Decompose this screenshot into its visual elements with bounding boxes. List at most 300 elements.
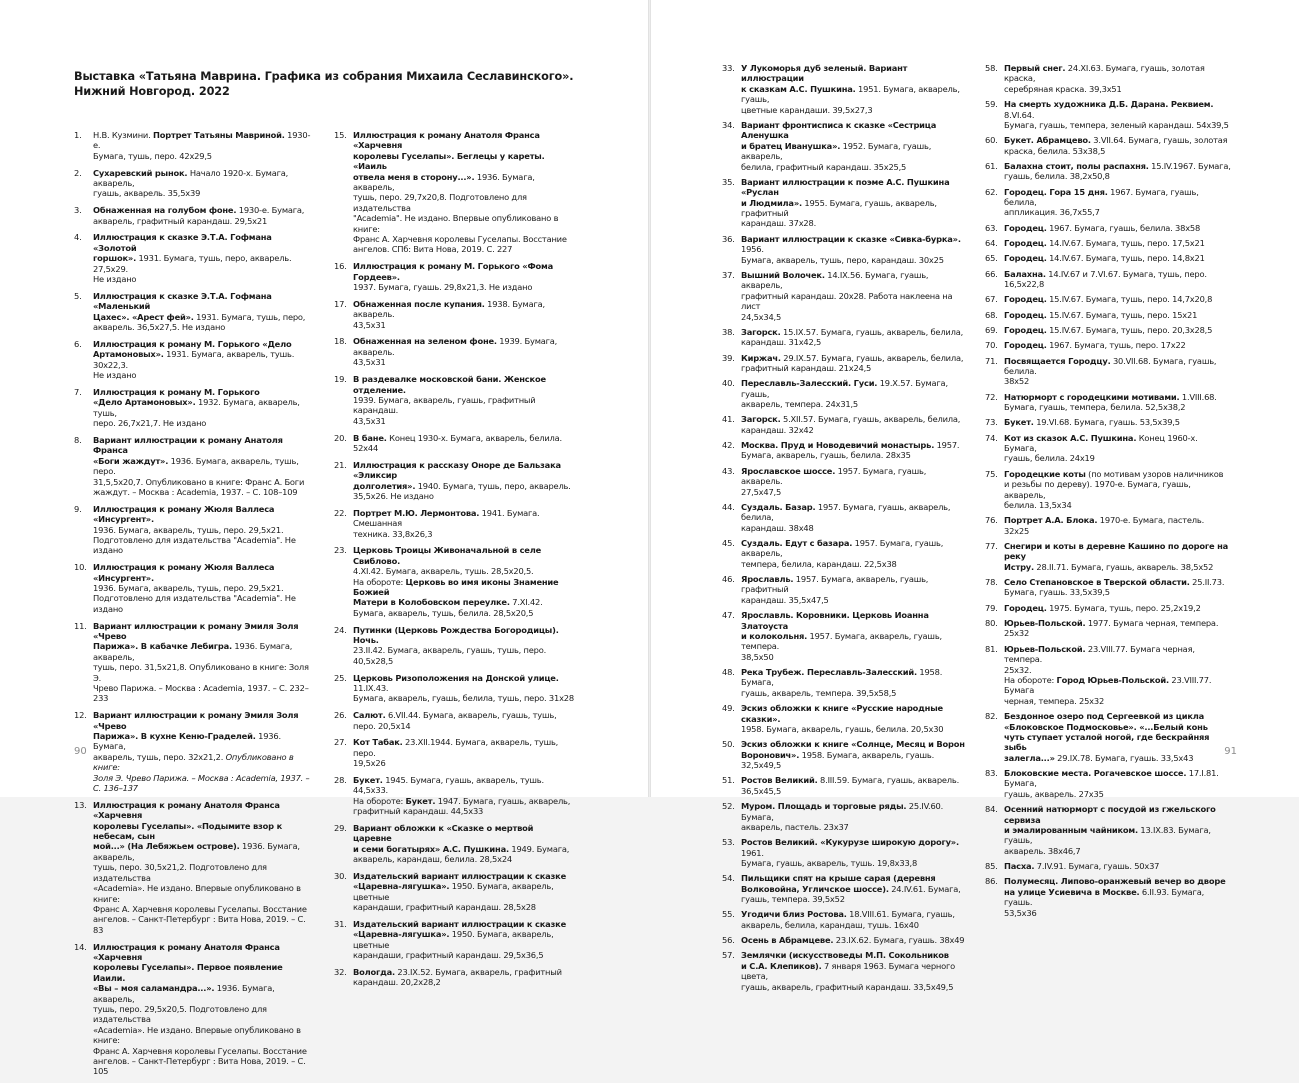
catalog-entry xyxy=(722,327,966,348)
entry-number: 11. xyxy=(74,620,87,631)
entry-text: 27,5x47,5 xyxy=(741,486,782,497)
entry-text: 24,5x34,5 xyxy=(741,311,782,322)
entry-text: 23.XII.1944. Бумага, акварель, тушь, перо. xyxy=(353,737,559,758)
entry-text: 1957. Бумага, акварель, гуашь, темпера. xyxy=(741,630,942,652)
entry-number: 27. xyxy=(334,737,347,748)
entry-text: ангелов. – Санкт-Петербург : Вита Нова, 2019. – С. 83 xyxy=(93,914,306,935)
entry-text: 14.IV.67. Бумага, тушь, перо. 14,8x21 xyxy=(1046,253,1205,264)
entry-number: 84. xyxy=(985,804,998,815)
header-title: Выставка «Татьяна Маврина. Графика из собрания Михаила Сеславинского». xyxy=(74,70,574,83)
entry-text: гуашь, белила. 24x19 xyxy=(1004,453,1095,464)
entry-number: 79. xyxy=(985,602,998,613)
entry-title: Переславль-Залесский. Гуси. xyxy=(741,378,878,389)
entry-number: 8. xyxy=(74,434,82,445)
entry-number: 55. xyxy=(722,909,735,920)
entry-text: 23.VIII.77. Бумага черная, темпера. xyxy=(1004,643,1195,665)
entry-text: 1936. Бумага, акварель, xyxy=(93,841,300,862)
entry-text: цветные карандаши. 39,5x27,3 xyxy=(741,104,873,115)
entry-title: и семи богатырях» А.С. Пушкина. xyxy=(353,843,509,854)
catalog-entry xyxy=(722,502,966,533)
entry-text: 15.IV.67. Бумага, тушь, перо. 14,7x20,8 xyxy=(1046,294,1213,305)
entry-title: Истру. xyxy=(1004,561,1034,572)
entry-number: 60. xyxy=(985,135,998,146)
entry-number: 77. xyxy=(985,540,998,551)
entry-text: 29.IX.78. Бумага, гуашь. 33,5x43 xyxy=(1054,752,1194,763)
entry-text: Бумага, гуашь, акварель, тушь. 19,8x33,8 xyxy=(741,858,918,869)
entry-text: 1958. Бумага, xyxy=(741,667,943,688)
entry-title: Букет. xyxy=(405,795,436,806)
entry-text: "Academia". Не издано. Впервые опубликовано в книге: xyxy=(353,213,559,234)
entry-text: 53,5x36 xyxy=(1004,907,1037,918)
entry-title: и С.А. Клепиков). xyxy=(741,960,822,971)
entry-title: Городец. Гора 15 дня. xyxy=(1004,186,1108,197)
left-page xyxy=(0,0,648,1077)
entry-number: 38. xyxy=(722,326,735,337)
entry-text: акварель, графитный карандаш. 29,5x21 xyxy=(93,215,268,226)
entry-title: У Лукоморья дуб зеленый. Вариант иллюстрации xyxy=(741,63,908,84)
catalog-entry xyxy=(722,466,966,497)
catalog-entry xyxy=(722,63,966,115)
entry-text: 1977. Бумага черная, темпера. 25x32 xyxy=(1004,618,1219,639)
entry-number: 14. xyxy=(74,941,87,952)
entry-title: Артамоновых». xyxy=(93,349,164,360)
entry-number: 1. xyxy=(74,130,82,140)
entry-text: карандаш. 32x42 xyxy=(741,424,814,435)
catalog-entry xyxy=(722,610,966,662)
entry-text: 1936. Бумага, акварель, тушь, перо. 29,5x21. xyxy=(93,582,284,593)
entry-title: Загорск. xyxy=(741,326,781,337)
entry-title: Блоковские места. Рогачевское шоссе. xyxy=(1004,768,1187,779)
catalog-column-1 xyxy=(74,130,312,1083)
entry-number: 5. xyxy=(74,290,82,301)
entry-text: белила, графитный карандаш. 35x25,5 xyxy=(741,161,907,172)
catalog-entry xyxy=(985,310,1231,320)
entry-text: 28.II.71. Бумага, гуашь, акварель. 38,5x52 xyxy=(1033,561,1214,572)
entry-text: ангелов. СПб: Вита Нова, 2019. С. 227 xyxy=(353,244,513,255)
catalog-column-4 xyxy=(985,63,1231,923)
entry-title: Эскиз обложки к книге «Солнце, Месяц и Ворон xyxy=(741,739,965,750)
entry-text: 1957. Бумага, гуашь, акварель, белила, xyxy=(741,501,951,523)
catalog-entry xyxy=(74,942,312,1077)
entry-text: Бумага, акварель, тушь, белила. 28,5x20,5 xyxy=(353,607,534,618)
entry-title: Парижа». В кухне Кеню-Граделей. xyxy=(93,731,256,742)
catalog-entry xyxy=(722,440,966,461)
entry-text: 1961. xyxy=(741,847,764,858)
entry-title: Загорск. xyxy=(741,414,781,425)
catalog-entry xyxy=(74,621,312,704)
entry-number: 69. xyxy=(985,324,998,335)
entry-title: Портрет А.А. Блока. xyxy=(1004,515,1098,526)
entry-text: Бумага, акварель, гуашь, белила, тушь, перо. 31x28 xyxy=(353,693,574,704)
entry-title: Река Трубеж. Переславль-Залесский. xyxy=(741,667,917,678)
entry-number: 63. xyxy=(985,222,998,233)
entry-text: 15.IV.1967. Бумага, xyxy=(1148,160,1231,171)
entry-text: 1958. Бумага, акварель, гуашь, белила. 20,5x30 xyxy=(741,724,944,734)
catalog-entry xyxy=(985,161,1231,182)
entry-text: 14.IV.67. Бумага, тушь, перо. 17,5x21 xyxy=(1046,238,1205,249)
catalog-entry xyxy=(334,710,574,731)
entry-text: 7.IV.91. Бумага, гуашь. 50x37 xyxy=(1034,861,1160,872)
catalog-entry xyxy=(985,433,1231,464)
entry-title: Издательский вариант иллюстрации к сказке xyxy=(353,871,567,882)
entry-text: карандаш. 38x48 xyxy=(741,522,814,533)
entry-text: гуашь, акварель. 35,5x39 xyxy=(93,188,201,199)
entry-title: Иллюстрация к рассказу Оноре де Бальзака «Эликсир xyxy=(353,459,561,481)
catalog-entry xyxy=(334,460,574,502)
entry-text: ангелов. – Санкт-Петербург : Вита Нова, 2019. – С. 105 xyxy=(93,1055,306,1077)
entry-text: серебряная краска. 39,3x51 xyxy=(1004,83,1122,94)
entry-title: залегла...» xyxy=(1004,752,1055,763)
entry-title: На смерть художника Д.Б. Дарана. Реквием. xyxy=(1004,99,1214,110)
entry-title: Обнаженная на зеленом фоне. xyxy=(353,336,497,347)
entry-number: 51. xyxy=(722,775,735,786)
entry-title: Осень в Абрамцеве. xyxy=(741,935,834,946)
entry-text: гуашь, белила. 38,2x50,8 xyxy=(1004,171,1110,182)
entry-number: 31. xyxy=(334,919,347,930)
entry-number: 75. xyxy=(985,468,998,479)
entry-number: 35. xyxy=(722,176,735,187)
entry-number: 65. xyxy=(985,253,998,264)
entry-text: 1936. Бумага, акварель, тушь, перо. xyxy=(93,455,299,477)
entry-number: 39. xyxy=(722,352,735,363)
catalog-entry xyxy=(334,625,574,667)
catalog-entry xyxy=(722,703,966,734)
entry-text: 1936. Бумага, акварель, xyxy=(353,171,535,193)
entry-number: 22. xyxy=(334,507,347,518)
catalog-header xyxy=(74,70,574,99)
entry-title: Угодичи близ Ростова. xyxy=(741,909,847,920)
entry-text: 1967. Бумага, тушь, перо. 17x22 xyxy=(1046,340,1186,351)
entry-number: 61. xyxy=(985,160,998,171)
entry-text: тушь, перо. 29,7x20,8. Подготовлено для издательства xyxy=(353,192,527,213)
entry-text: 31,5,5x20,7. Опубликовано в книге: Франс А. Боги xyxy=(93,476,305,487)
entry-text: На обороте: xyxy=(353,795,406,806)
entry-text: 19,5x26 xyxy=(353,758,386,769)
entry-text: Золя Э. Чрево Парижа. – Москва : Academia, 1937. – xyxy=(93,772,310,783)
entry-text: 1958. Бумага, акварель, гуашь. 32,5x49,5 xyxy=(741,749,935,771)
entry-number: 76. xyxy=(985,515,998,526)
catalog-entry xyxy=(334,823,574,865)
entry-title: Воронович». xyxy=(741,749,800,760)
entry-text: 1930-е. Бумага, xyxy=(236,205,305,216)
entry-title: Матери в Колобовском переулке. xyxy=(353,597,510,608)
entry-text: краска, белила. 53x38,5 xyxy=(1004,145,1106,156)
entry-number: 34. xyxy=(722,119,735,130)
entry-title: на улице Усиевича в Москве. xyxy=(1004,886,1140,897)
entry-text: 1967. Бумага, гуашь, белила, xyxy=(1004,186,1199,208)
catalog-entry xyxy=(74,232,312,284)
entry-title: Осенний натюрморт с посудой из гжельского сервиза xyxy=(1004,804,1216,825)
entry-text: 1939. Бумага, акварель, гуашь, графитный карандаш. xyxy=(353,394,536,416)
entry-number: 73. xyxy=(985,417,998,428)
catalog-entry xyxy=(334,737,574,768)
entry-text: техника. 33,8x26,3 xyxy=(353,528,433,539)
catalog-entry xyxy=(985,187,1231,218)
entry-number: 2. xyxy=(74,167,82,178)
entry-title: Иллюстрация к роману Анатоля Франса «Харчевня xyxy=(93,799,280,821)
entry-number: 58. xyxy=(985,63,998,73)
catalog-entry xyxy=(985,541,1231,572)
entry-title: Ярославское шоссе. xyxy=(741,465,836,476)
entry-number: 47. xyxy=(722,610,735,621)
catalog-entry xyxy=(74,339,312,381)
entry-text: Конец 1930-х. Бумага, акварель, белила. 52x44 xyxy=(353,432,562,453)
catalog-entry xyxy=(985,711,1231,763)
entry-text: Не издано xyxy=(93,370,137,381)
entry-number: 30. xyxy=(334,871,347,882)
entry-title: Муром. Площадь и торговые ряды. xyxy=(741,801,907,812)
entry-text: 25x32. xyxy=(1004,664,1032,675)
entry-title: Букет. Абрамцево. xyxy=(1004,135,1091,146)
entry-title: Вариант иллюстрации к сказке «Сивка-бурка». xyxy=(741,233,961,244)
entry-number: 37. xyxy=(722,269,735,280)
entry-text: Франс А. Харчевня королевы Гуселапы. Восстание xyxy=(93,1045,307,1056)
entry-title: Салют. xyxy=(353,710,386,721)
entry-title: Вологда. xyxy=(353,967,395,978)
entry-text: 1945. Бумага, гуашь, акварель, тушь. 44,5x33. xyxy=(353,775,544,796)
entry-title: мой...» (На Лебяжьем острове). xyxy=(93,841,240,852)
catalog-entry xyxy=(74,562,312,614)
entry-text: «Academia». Не издано. Впервые опубликовано в книге: xyxy=(93,1024,301,1046)
entry-text: 14.IV.67 и 7.VI.67. Бумага, тушь, перо. xyxy=(1045,268,1207,279)
catalog-entry xyxy=(722,270,966,322)
entry-text: 1952. Бумага, гуашь, акварель, xyxy=(741,140,932,162)
entry-text: тушь, перо. 29,5x20,5. Подготовлено для издательства xyxy=(93,1003,267,1025)
entry-number: 56. xyxy=(722,935,735,946)
entry-title: Иллюстрация к роману М. Горького xyxy=(93,386,260,397)
entry-title: отвела меня в сторону...». xyxy=(353,171,475,182)
entry-text: 1931. Бумага, акварель, тушь. 30x22,3. xyxy=(93,349,295,370)
entry-title: Вариант иллюстрации к роману Эмиля Золя «Чрево xyxy=(93,620,299,641)
catalog-entry xyxy=(334,967,574,988)
entry-text: 1940. Бумага, тушь, перо, акварель. xyxy=(415,480,571,491)
entry-title: «Царевна-лягушка». xyxy=(353,929,450,940)
entry-title: Иллюстрация к роману Жюля Валлеса «Инсургент». xyxy=(93,562,275,583)
entry-title: Букет. xyxy=(1004,417,1034,428)
entry-text: акварель. 38x46,7 xyxy=(1004,845,1081,856)
catalog-entry xyxy=(985,135,1231,156)
catalog-entry xyxy=(985,861,1231,871)
entry-text: тушь, перо. 30,5x21,2. Подготовлено для издательства xyxy=(93,862,267,883)
entry-title: Кот Табак. xyxy=(353,737,403,748)
entry-text: 5.XII.57. Бумага, гуашь, акварель, белила, xyxy=(780,414,961,425)
entry-number: 33. xyxy=(722,63,735,73)
catalog-entry xyxy=(722,574,966,605)
entry-title: Юрьев-Польской. xyxy=(1004,618,1086,629)
entry-text: 18.VIII.61. Бумага, гуашь, xyxy=(846,909,955,920)
catalog-entry xyxy=(985,417,1231,427)
entry-title: Иллюстрация к сказке Э.Т.А. Гофмана «Золотой xyxy=(93,232,272,253)
entry-title: Ростов Великий. xyxy=(741,775,818,786)
catalog-entry xyxy=(722,177,966,229)
entry-title: Портрет Татьяны Мавриной. xyxy=(153,130,285,140)
catalog-entry xyxy=(722,873,966,904)
entry-text: 25.II.73. xyxy=(1189,577,1225,588)
catalog-entry xyxy=(985,618,1231,639)
entry-title: Городец. xyxy=(1004,253,1047,264)
entry-number: 64. xyxy=(985,238,998,249)
entry-text: 25.IV.60. Бумага, xyxy=(741,801,944,822)
entry-text: 7 января 1963. Бумага черного цвета, xyxy=(741,960,956,982)
catalog-entry xyxy=(74,435,312,497)
catalog-entry xyxy=(722,538,966,569)
catalog-entry xyxy=(74,168,312,199)
entry-text: графитный карандаш. 20x28. Работа наклеена на лист xyxy=(741,290,953,312)
entry-title: Городец. xyxy=(1004,222,1047,233)
entry-title: Иллюстрация к роману Анатоля Франса «Харчевня xyxy=(93,941,280,962)
entry-title: горшок». xyxy=(93,253,137,264)
entry-title: Вариант обложки к «Сказке о мертвой царевне xyxy=(353,823,534,844)
entry-title: чуть ступает усталой ногой, где бескрайняя зыбь xyxy=(1004,731,1210,753)
entry-text: (по мотивам узоров наличников xyxy=(1085,468,1224,479)
entry-title: Иллюстрация к роману Жюля Валлеса «Инсургент». xyxy=(93,503,275,525)
entry-title: Городец. xyxy=(1004,294,1047,305)
entry-number: 6. xyxy=(74,338,82,349)
entry-number: 21. xyxy=(334,459,347,470)
entry-title: Село Степановское в Тверской области. xyxy=(1004,577,1190,588)
entry-number: 25. xyxy=(334,672,347,683)
entry-text: 15.IV.67. Бумага, тушь, перо. 15x21 xyxy=(1046,309,1198,320)
entry-number: 32. xyxy=(334,967,347,978)
catalog-entry xyxy=(74,205,312,226)
entry-text: 1967. Бумага, гуашь, белила. 38x58 xyxy=(1046,222,1201,233)
entry-text: темпера, белила, карандаш. 22,5x38 xyxy=(741,558,897,569)
entry-text: 1951. Бумага, акварель, гуашь, xyxy=(741,83,960,105)
entry-title: «Дело Артамоновых». xyxy=(93,397,196,408)
catalog-entry xyxy=(722,414,966,435)
entry-title: и братец Иванушка». xyxy=(741,140,841,151)
entry-text: 6.VII.44. Бумага, акварель, гуашь, тушь, xyxy=(385,710,557,721)
catalog-entry xyxy=(74,130,312,161)
entry-number: 48. xyxy=(722,667,735,678)
entry-text: карандаш. 35,5x47,5 xyxy=(741,594,829,605)
entry-text: жаждут. – Москва : Academia, 1937. – С. 108–109 xyxy=(93,486,298,497)
entry-title: королевы Гуселапы». Первое появление Иаили. xyxy=(93,962,283,983)
entry-title: и Людмила». xyxy=(741,197,802,208)
catalog-entry xyxy=(722,775,966,796)
entry-text: 3.VII.64. Бумага, гуашь, золотая xyxy=(1090,135,1228,146)
entry-number: 15. xyxy=(334,130,347,140)
entry-title: Ярославль. xyxy=(741,574,794,585)
catalog-entry xyxy=(74,387,312,429)
entry-number: 67. xyxy=(985,294,998,305)
entry-title: Городецкие коты xyxy=(1004,468,1086,479)
entry-text: 1.VIII.68. xyxy=(1179,391,1217,402)
entry-text: Франс А. Харчевня королевы Гуселапы. Восстание xyxy=(93,903,307,914)
entry-number: 78. xyxy=(985,577,998,588)
entry-number: 66. xyxy=(985,268,998,279)
entry-text: 11.IX.43. xyxy=(353,683,389,693)
entry-text: 16,5x22,8 xyxy=(1004,279,1045,290)
entry-text: 1949. Бумага, xyxy=(508,843,570,854)
entry-text: 23.II.42. Бумага, акварель, гуашь, тушь, перо. 40,5x28,5 xyxy=(353,645,547,666)
entry-number: 44. xyxy=(722,501,735,512)
entry-title: Городец. xyxy=(1004,602,1047,613)
entry-text: 4.XI.42. Бумага, акварель, тушь. 28,5x20,5. xyxy=(353,566,534,577)
entry-number: 85. xyxy=(985,861,998,872)
entry-title: Балахна стоит, полы распахня. xyxy=(1004,160,1149,171)
entry-title: долголетия». xyxy=(353,480,416,491)
catalog-entry xyxy=(985,99,1231,130)
entry-title: Обнаженная после купания. xyxy=(353,298,485,309)
catalog-entry xyxy=(74,800,312,935)
entry-text: 1936. Бумага, xyxy=(93,731,281,752)
entry-text: 1936. Бумага, акварель, xyxy=(93,641,293,662)
entry-text: 30.VII.68. Бумага, гуашь, белила. xyxy=(1004,355,1217,376)
entry-text: белила. 13,5x34 xyxy=(1004,499,1072,510)
entry-text: 1937. Бумага, гуашь. 29,8x21,3. Не издано xyxy=(353,282,533,293)
entry-number: 23. xyxy=(334,545,347,556)
entry-text: «Academia». Не издано. Впервые опубликовано в книге: xyxy=(93,883,301,904)
entry-number: 28. xyxy=(334,775,347,786)
catalog-entry xyxy=(722,837,966,868)
entry-text: 1975. Бумага, тушь, перо. 25,2x19,2 xyxy=(1046,602,1201,613)
entry-number: 9. xyxy=(74,503,82,514)
entry-number: 20. xyxy=(334,432,347,443)
catalog-entry xyxy=(722,739,966,770)
catalog-entry xyxy=(74,291,312,333)
catalog-entry xyxy=(334,919,574,961)
catalog-entry xyxy=(985,294,1231,304)
catalog-entry xyxy=(722,353,966,374)
entry-title: королевы Гуселапы». «Подымите взор к небесам, сын xyxy=(93,820,283,842)
entry-title: Иллюстрация к роману Анатоля Франса «Харчевня xyxy=(353,130,540,151)
entry-title: Парижа». В кабачке Лебигра. xyxy=(93,641,232,652)
left-page-number: 90 xyxy=(74,746,87,757)
entry-text: и резьбы по дереву). 1970-е. Бумага, гуашь, акварель, xyxy=(1004,479,1191,500)
entry-text: 29.IX.57. Бумага, гуашь, акварель, белила, xyxy=(780,352,964,363)
entry-text: 1956. xyxy=(741,244,764,255)
entry-number: 18. xyxy=(334,336,347,347)
header-subtitle: Нижний Новгород. 2022 xyxy=(74,84,230,98)
entry-text: 1932. Бумага, акварель, тушь, xyxy=(93,397,300,418)
entry-text: 24.IV.61. Бумага, xyxy=(888,883,961,894)
catalog-entry xyxy=(722,120,966,172)
entry-title: Эскиз обложки к книге «Русские народные сказки». xyxy=(741,703,943,724)
entry-title: Натюрморт с городецкими мотивами. xyxy=(1004,391,1180,402)
entry-number: 68. xyxy=(985,309,998,320)
entry-text: карандаш. 37x28. xyxy=(741,218,817,229)
entry-title: Вариант иллюстрации к поэме А.С. Пушкина «Руслан xyxy=(741,176,950,198)
entry-text: На обороте: xyxy=(353,576,406,587)
entry-title: Землячки (искусствоведы М.П. Сокольников xyxy=(741,950,949,961)
entry-text: 1947. Бумага, гуашь, акварель, xyxy=(435,795,571,806)
entry-title: Полумесяц. Липово-оранжевый вечер во дворе xyxy=(1004,876,1226,887)
entry-title: Вариант иллюстрации к роману Эмиля Золя «Чрево xyxy=(93,710,299,731)
catalog-entry xyxy=(722,909,966,930)
entry-text: Бумага, акварель, гуашь, белила. 28x35 xyxy=(741,450,911,461)
entry-number: 52. xyxy=(722,801,735,812)
entry-title: Юрьев-Польской. xyxy=(1004,643,1086,654)
catalog-entry xyxy=(74,710,312,793)
entry-text: акварель, темпера. 24x31,5 xyxy=(741,399,859,410)
entry-text: карандаш. 20,2x28,2 xyxy=(353,977,441,988)
catalog-entry xyxy=(985,223,1231,233)
entry-number: 12. xyxy=(74,710,87,721)
entry-text: 1939. Бумага, акварель. xyxy=(353,336,558,357)
catalog-entry xyxy=(985,63,1231,94)
entry-text: карандаш. 31x42,5 xyxy=(741,337,822,348)
entry-title: Ростов Великий. «Кукурузе широкую дорогу». xyxy=(741,837,959,848)
entry-number: 19. xyxy=(334,374,347,385)
catalog-entry xyxy=(722,935,966,945)
entry-title: Иллюстрация к роману М. Горького «Дело xyxy=(93,338,292,349)
entry-number: 46. xyxy=(722,574,735,585)
entry-text: карандаши, графитный карандаш. 28,5x28 xyxy=(353,902,536,913)
entry-text: Н.В. Кузмини. xyxy=(93,130,153,140)
entry-number: 83. xyxy=(985,768,998,779)
catalog-entry xyxy=(985,644,1231,706)
